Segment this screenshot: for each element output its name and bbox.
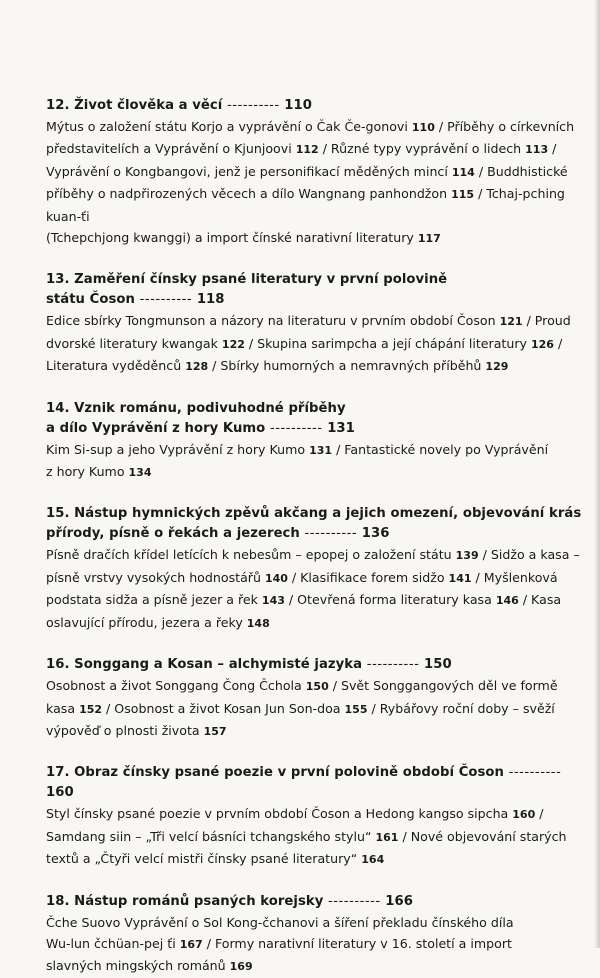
subsection-page-number: 150: [305, 680, 329, 694]
chapter-title: [46, 270, 586, 310]
chapter-page-number: 131: [327, 420, 355, 436]
chapter-title-line: 13. Zaměření čínsky psané literatury v první polovině: [46, 272, 448, 288]
subsection-page-number: 115: [451, 188, 475, 202]
chapter-page-number: 160: [46, 785, 74, 801]
subsection-page-number: 128: [185, 360, 209, 374]
subsection-text: textů a „Čtyři velcí mistři čínsky psané literatury“: [46, 851, 362, 867]
subsection-text: kasa: [46, 700, 80, 716]
chapter-title-line: 14. Vznik románu, podivuhodné příběhy: [46, 400, 346, 416]
subsection-page-number: 126: [530, 337, 554, 351]
subsection-text: představitelích a Vyprávění o Kjunjoovi: [46, 141, 296, 157]
subsection-text: / Tchaj-pching kuan-ťi: [46, 186, 565, 224]
subsection-text: / Skupina sarimpcha a její chápání literatury: [244, 335, 531, 351]
dot-leader: ----------: [304, 526, 358, 542]
subsection-text: / Kasa: [518, 592, 562, 608]
chapter-title-line: státu Čoson: [46, 292, 135, 308]
chapter-page-number: 136: [361, 526, 390, 542]
subsection-text: Styl čínsky psané poezie v prvním období Čoson a Hedong kangso sipcha: [46, 806, 513, 822]
subsection-text: Osobnost a život Songgang Čong Čchola: [46, 678, 306, 694]
subsection-text: z hory Kumo: [46, 464, 129, 480]
subsection-text: / Příběhy o církevních: [434, 119, 575, 134]
chapter-subsections: [46, 310, 586, 377]
subsection-text: Vyprávění o Kongbangovi, jenž je personifikací měděných mincí: [46, 163, 452, 179]
subsection-text: Čche Suovo Vyprávění o Sol Kong-čchanovi a šíření překladu čínského díla: [46, 914, 514, 930]
subsection-page-number: 141: [448, 571, 472, 585]
chapter-title-line: přírody, písně o řekách a jezerech: [46, 526, 300, 542]
chapter-subsections: [46, 912, 586, 978]
chapter-title: [46, 96, 586, 116]
toc-entry: [46, 504, 586, 634]
subsection-text: / Myšlenková: [471, 569, 558, 585]
subsection-text: / Fantastické novely po Vyprávění: [332, 441, 549, 457]
subsection-page-number: 121: [499, 315, 523, 329]
chapter-title-line: 18. Nástup románů psaných korejsky: [46, 893, 324, 909]
subsection-text: / Sbírky humorných a nemravných příběhů: [208, 358, 486, 374]
chapter-title-line: 15. Nástup hymnických zpěvů akčang a jejich omezení, objevování krás: [46, 506, 582, 522]
chapter-title: [46, 892, 586, 912]
chapter-page-number: 166: [385, 893, 413, 909]
chapter-page-number: 118: [196, 292, 225, 308]
subsection-text: Edice sbírky Tongmunson a názory na literaturu v prvním období Čoson: [46, 313, 500, 329]
toc-entry: [46, 96, 586, 249]
subsection-page-number: 148: [246, 616, 270, 630]
subsection-text: Samdang siin – „Tři velcí básníci tchangského stylu“: [46, 828, 376, 844]
toc-entry: [46, 270, 586, 377]
subsection-text: Písně dračích křídel letících k nebesům – epopej o založení státu: [46, 547, 456, 563]
subsection-text: / Otevřená forma literatury kasa: [284, 592, 496, 608]
toc-entry: [46, 892, 586, 978]
chapter-title: [46, 655, 586, 675]
subsection-text: podstata sidža a písně jezer a řek: [46, 592, 262, 608]
dot-leader: ----------: [227, 98, 280, 113]
subsection-page-number: 131: [309, 443, 333, 457]
subsection-text: / Osobnost a život Kosan Jun Son-doa: [102, 700, 345, 716]
subsection-text: /: [553, 335, 563, 351]
subsection-page-number: 112: [295, 143, 319, 157]
subsection-page-number: 134: [128, 466, 152, 480]
chapter-subsections: [46, 116, 586, 249]
subsection-page-number: 110: [411, 121, 435, 134]
subsection-text: / Svět Songgangových děl ve formě: [328, 678, 558, 694]
subsection-page-number: 146: [495, 594, 519, 608]
subsection-page-number: 114: [451, 165, 475, 179]
subsection-page-number: 160: [512, 808, 536, 822]
subsection-text: / Klasifikace forem sidžo: [287, 569, 449, 585]
subsection-text: /: [535, 806, 544, 822]
subsection-page-number: 155: [344, 702, 368, 716]
chapter-title: [46, 399, 586, 439]
dot-leader: ----------: [269, 420, 323, 436]
subsection-page-number: 143: [261, 594, 285, 608]
subsection-text: / Formy narativní literatury v 16. století a import: [202, 935, 512, 951]
subsection-page-number: 117: [417, 232, 441, 246]
table-of-contents: [46, 96, 586, 978]
subsection-page-number: 113: [525, 143, 549, 157]
page-edge-shadow: [594, 0, 600, 948]
subsection-text: Kim Si-sup a jeho Vyprávění z hory Kumo: [46, 441, 310, 457]
chapter-subsections: [46, 803, 586, 870]
chapter-subsections: [46, 439, 586, 484]
subsection-text: Mýtus o založení státu Korjo a vyprávění o Čak Če-gonovi: [46, 119, 412, 134]
chapter-subsections: [46, 675, 586, 742]
subsection-page-number: 129: [485, 360, 509, 374]
subsection-text: / Různé typy vyprávění o lidech: [318, 141, 526, 157]
subsection-text: slavných mingských románů: [46, 958, 230, 974]
subsection-text: / Rybářovy roční doby – svěží: [367, 700, 555, 716]
subsection-page-number: 157: [203, 724, 227, 738]
subsection-text: oslavující přírodu, jezera a řeky: [46, 614, 247, 630]
chapter-subsections: [46, 544, 586, 634]
subsection-page-number: 167: [179, 937, 203, 951]
chapter-title-line: 16. Songgang a Kosan – alchymisté jazyka: [46, 657, 363, 673]
subsection-text: / Proud: [522, 313, 571, 329]
subsection-page-number: 140: [264, 571, 288, 585]
subsection-page-number: 161: [375, 830, 399, 844]
subsection-text: / Nové objevování starých: [398, 828, 567, 844]
dot-leader: ----------: [328, 893, 381, 909]
chapter-title-line: a dílo Vyprávění z hory Kumo: [46, 420, 266, 436]
subsection-text: písně vrstvy vysokých hodnostářů: [46, 569, 265, 585]
chapter-title: [46, 504, 586, 544]
subsection-page-number: 122: [221, 337, 245, 351]
chapter-page-number: 150: [424, 657, 452, 673]
toc-entry: [46, 399, 586, 484]
subsection-text: / Buddhistické: [474, 163, 568, 179]
dot-leader: ----------: [366, 657, 420, 673]
toc-entry: [46, 655, 586, 742]
subsection-page-number: 164: [361, 853, 385, 867]
dot-leader: ----------: [508, 765, 562, 781]
subsection-text: (Tchepchjong kwanggi) a import čínské narativní literatury: [46, 230, 418, 246]
subsection-page-number: 169: [229, 960, 253, 974]
chapter-page-number: 110: [284, 98, 312, 113]
subsection-text: výpověď o plnosti života: [46, 722, 204, 738]
chapter-title-line: 12. Život člověka a věcí: [46, 98, 223, 113]
chapter-title-line: 17. Obraz čínsky psané poezie v první polovině období Čoson: [46, 765, 504, 781]
subsection-page-number: 139: [455, 549, 479, 563]
subsection-text: Wu-lun čchüan-pej ťi: [46, 935, 180, 951]
subsection-text: / Sidžo a kasa –: [478, 547, 580, 563]
toc-entry: [46, 763, 586, 870]
subsection-text: /: [548, 141, 557, 157]
chapter-title: [46, 763, 586, 803]
subsection-text: dvorské literatury kwangak: [46, 335, 222, 351]
subsection-text: Literatura vyděděnců: [46, 358, 186, 374]
subsection-text: příběhy o nadpřirozených věcech a dílo Wangnang panhondžon: [46, 186, 452, 202]
dot-leader: ----------: [139, 292, 193, 308]
subsection-page-number: 152: [79, 702, 103, 716]
